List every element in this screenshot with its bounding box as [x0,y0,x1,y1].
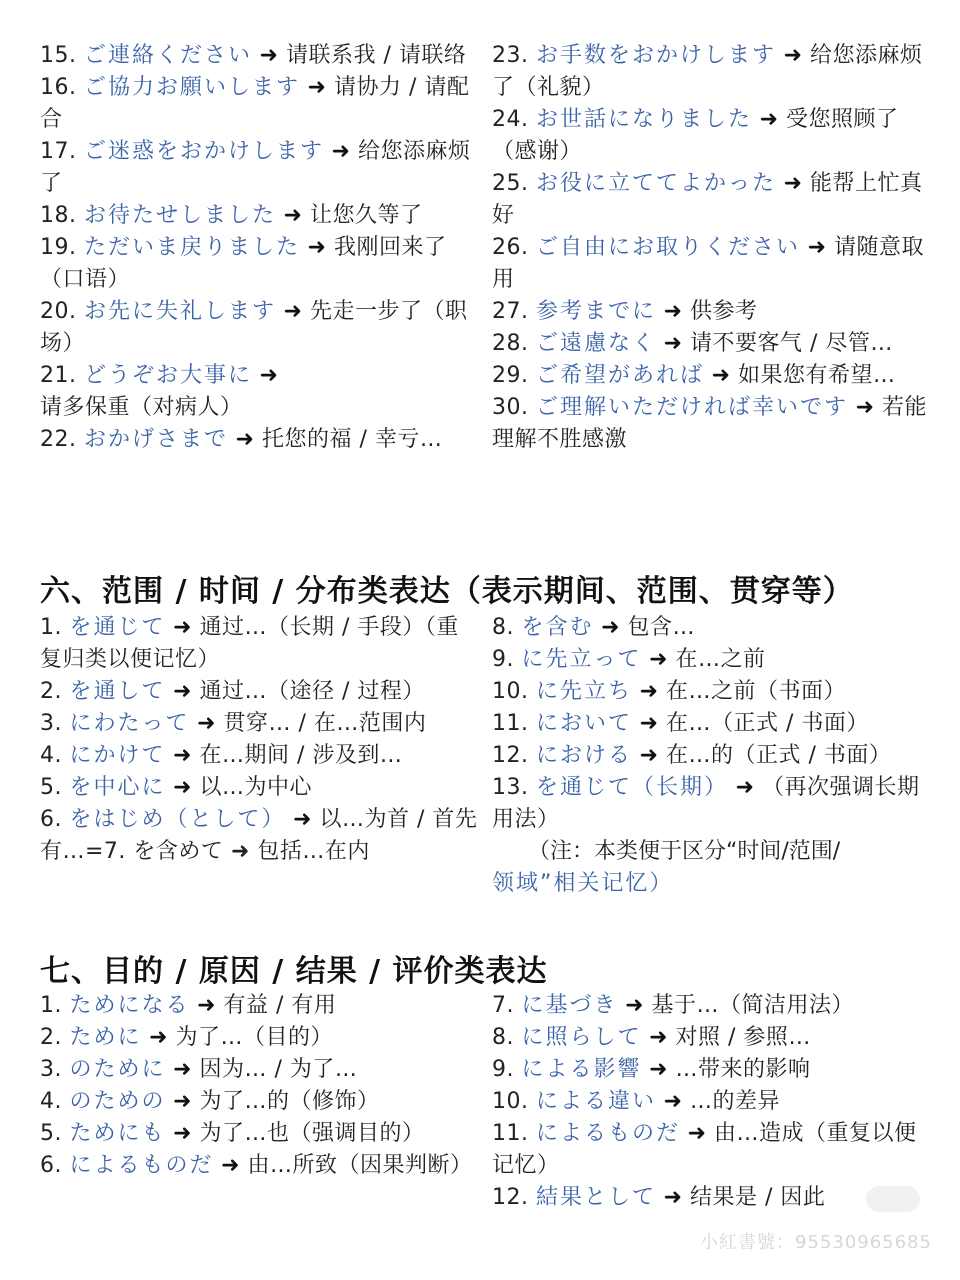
chinese-meaning: 受您照顾了（感谢） [492,107,899,164]
list-section7-right [492,990,930,1214]
japanese-phrase: ご遠慮なく [536,331,657,356]
arrow-icon: ➜ [197,711,216,736]
list-section6-left [40,612,478,868]
list-item: 19. ただいま戻りました ➜ 我刚回来了（口语） [40,235,447,292]
list-item: 6. によるものだ ➜ 由…所致（因果判断） [40,1153,473,1178]
chinese-meaning: 以…为首 / 首先有…=7. を含めて ➜ 包括…在内 [40,807,478,864]
japanese-phrase: をはじめ（として） [69,807,286,832]
chinese-meaning: 请多保重（对病人） [40,395,243,420]
chinese-meaning: 能帮上忙真好 [492,171,923,228]
list-item: 3. にわたって ➜ 贯穿… / 在…范围内 [40,711,427,736]
arrow-icon: ➜ [663,1089,683,1114]
chinese-meaning: 有益 / 有用 [223,993,337,1018]
arrow-icon: ➜ [235,427,255,452]
list-item: 20. お先に失礼します ➜ 先走一步了（职场） [40,299,468,356]
list-item: 18. お待たせしました ➜ 让您久等了 [40,203,423,228]
japanese-phrase: ご迷惑をおかけします [84,139,325,164]
arrow-icon: ➜ [649,1025,668,1050]
chinese-meaning: 基于…（简洁用法） [651,993,854,1018]
chinese-meaning: 请随意取用 [492,235,924,292]
chinese-meaning: 以…为中心 [199,775,312,800]
chinese-meaning: 为了…的（修饰） [199,1089,380,1114]
arrow-icon: ➜ [331,139,351,164]
chinese-meaning: 给您添麻烦了 [40,139,471,196]
list-item: 10. に先立ち ➜ 在…之前（书面） [492,679,846,704]
chinese-meaning: …带来的影响 [675,1057,811,1082]
list-item: 28. ご遠慮なく ➜ 请不要客气 / 尽管… [492,331,893,356]
japanese-phrase: にかけて [69,743,166,768]
list-item: 5. ためにも ➜ 为了…也（强调目的） [40,1121,425,1146]
arrow-icon: ➜ [601,615,620,640]
chinese-meaning: 在…期间 / 涉及到… [199,743,403,768]
japanese-phrase: における [536,743,633,768]
list-item: 17. ご迷惑をおかけします ➜ 给您添麻烦了 [40,139,471,196]
list-section7-left [40,990,478,1182]
japanese-phrase: に照らして [521,1025,642,1050]
japanese-phrase: を中心に [69,775,166,800]
japanese-phrase: を通じて（长期） [536,775,729,800]
japanese-phrase: のために [69,1057,166,1082]
list-item: 8. に照らして ➜ 对照 / 参照… [492,1025,811,1050]
list-item: 15. ご連絡ください ➜ 请联系我 / 请联络 [40,43,467,68]
list-item: 29. ご希望があれば ➜ 如果您有希望… [492,363,896,388]
chinese-meaning: 在…之前 [675,647,766,672]
watermark-text: 小紅書號：95530965685 [700,1232,932,1253]
japanese-phrase: において [536,711,633,736]
chinese-meaning: 通过…（途径 / 过程） [199,679,425,704]
arrow-icon: ➜ [173,775,192,800]
japanese-phrase: に先立って [521,647,642,672]
list-item: 22. おかげさまで ➜ 托您的福 / 幸亏… [40,427,443,452]
arrow-icon: ➜ [259,43,279,68]
list-item: 24. お世話になりました ➜ 受您照顾了（感谢） [492,107,899,164]
chinese-meaning: 结果是 / 因此 [689,1185,826,1210]
japanese-phrase: に先立ち [536,679,633,704]
japanese-phrase: ご連絡ください [84,43,253,68]
list-item: 7. に基づき ➜ 基于…（简洁用法） [492,993,854,1018]
chinese-meaning: 包含… [627,615,695,640]
list-item: 16. ご協力お願いします ➜ 请协力 / 请配合 [40,75,470,132]
list-item: 1. ためになる ➜ 有益 / 有用 [40,993,337,1018]
japanese-phrase: ためになる [69,993,190,1018]
japanese-phrase: どうぞお大事に [84,363,253,388]
arrow-icon: ➜ [759,107,779,132]
list-item: 11. において ➜ 在…（正式 / 书面） [492,711,869,736]
list-item: 21. どうぞお大事に ➜ 请多保重（对病人） [40,363,279,420]
japanese-phrase: によるものだ [69,1153,214,1178]
chinese-meaning: 在…的（正式 / 书面） [665,743,892,768]
list-item: 12. 結果として ➜ 结果是 / 因此 [492,1185,826,1210]
arrow-icon: ➜ [149,1025,168,1050]
list-item: 2. を通して ➜ 通过…（途径 / 过程） [40,679,425,704]
chinese-meaning: 贯穿… / 在…范围内 [223,711,427,736]
section7-title: 七、目的 / 原因 / 结果 / 评价类表达 [40,954,548,989]
japanese-phrase: 結果として [536,1185,657,1210]
chinese-meaning: 因为… / 为了… [199,1057,358,1082]
list-item: 5. を中心に ➜ 以…为中心 [40,775,312,800]
chinese-meaning: 对照 / 参照… [675,1025,811,1050]
arrow-icon: ➜ [649,1057,668,1082]
arrow-icon: ➜ [173,1121,192,1146]
arrow-icon: ➜ [307,75,327,100]
arrow-icon: ➜ [173,1057,192,1082]
japanese-phrase: ために [69,1025,142,1050]
list-item: 27. 参考までに ➜ 供参考 [492,299,758,324]
arrow-icon: ➜ [307,235,327,260]
japanese-phrase: にわたって [69,711,190,736]
section6-title: 六、范围 / 时间 / 分布类表达（表示期间、范围、贯穿等） [40,574,854,609]
chinese-meaning: 托您的福 / 幸亏… [261,427,443,452]
list-item: 6. をはじめ（として） ➜ 以…为首 / 首先有…=7. を含めて ➜ 包括…在内 [40,807,478,864]
arrow-icon: ➜ [639,743,659,768]
list-section6-right [492,612,930,900]
japanese-phrase: を通じて [69,615,166,640]
japanese-phrase: ためにも [69,1121,166,1146]
list-item: 3. のために ➜ 因为… / 为了… [40,1057,358,1082]
chinese-meaning: 通过…（长期 / 手段）（重复归类以便记忆） [40,615,459,672]
japanese-phrase: お手数をおかけします [536,43,777,68]
arrow-icon: ➜ [293,807,312,832]
japanese-phrase: お先に失礼します [84,299,277,324]
chinese-meaning: （再次强调长期用法） [492,775,920,832]
arrow-icon: ➜ [783,43,803,68]
list-item: 9. に先立って ➜ 在…之前 [492,647,766,672]
chinese-meaning: 请联系我 / 请联络 [285,43,467,68]
japanese-phrase: 参考までに [536,299,657,324]
list-item: 26. ご自由にお取りください ➜ 请随意取用 [492,235,924,292]
chinese-meaning: 先走一步了（职场） [40,299,468,356]
japanese-phrase: のための [69,1089,166,1114]
japanese-phrase: おかげさまで [84,427,229,452]
chinese-meaning: 让您久等了 [309,203,423,228]
chinese-meaning: 我刚回来了（口语） [40,235,447,292]
watermark-logo-icon [866,1186,920,1212]
chinese-meaning: 由…所致（因果判断） [247,1153,473,1178]
section6-note-cont: 领域”相关记忆） [492,871,674,896]
japanese-phrase: ご希望があれば [536,363,705,388]
arrow-icon: ➜ [711,363,731,388]
japanese-phrase: お待たせしました [84,203,277,228]
japanese-phrase: ご協力お願いします [84,75,301,100]
japanese-phrase: お世話になりました [536,107,753,132]
chinese-meaning: 为了…也（强调目的） [199,1121,425,1146]
japanese-phrase: を含む [521,615,594,640]
arrow-icon: ➜ [807,235,827,260]
chinese-meaning: 请不要客气 / 尽管… [689,331,893,356]
arrow-icon: ➜ [197,993,216,1018]
list-item: 9. による影響 ➜ …带来的影响 [492,1057,811,1082]
arrow-icon: ➜ [283,203,303,228]
japanese-phrase: に基づき [521,993,618,1018]
chinese-meaning: 由…造成（重复以便记忆） [492,1121,917,1178]
list-item: 12. における ➜ 在…的（正式 / 书面） [492,743,892,768]
arrow-icon: ➜ [173,679,192,704]
japanese-phrase: ご理解いただければ幸いです [536,395,849,420]
chinese-meaning: 在…之前（书面） [665,679,846,704]
arrow-icon: ➜ [855,395,875,420]
list-item: 11. によるものだ ➜ 由…造成（重复以便记忆） [492,1121,917,1178]
list-item: 1. を通じて ➜ 通过…（长期 / 手段）（重复归类以便记忆） [40,615,459,672]
chinese-meaning: 供参考 [689,299,758,324]
japanese-phrase: による違い [536,1089,657,1114]
arrow-icon: ➜ [173,1089,192,1114]
list-item: 4. のための ➜ 为了…的（修饰） [40,1089,380,1114]
chinese-meaning: …的差异 [689,1089,780,1114]
chinese-meaning: 给您添麻烦了（礼貌） [492,43,923,100]
chinese-meaning: 请协力 / 请配合 [40,75,470,132]
arrow-icon: ➜ [173,615,192,640]
arrow-icon: ➜ [649,647,668,672]
list-item: 30. ご理解いただければ幸いです ➜ 若能理解不胜感激 [492,395,927,452]
japanese-phrase: による影響 [521,1057,642,1082]
chinese-meaning: 若能理解不胜感激 [492,395,927,452]
chinese-meaning: 为了…（目的） [175,1025,333,1050]
arrow-icon: ➜ [687,1121,707,1146]
arrow-icon: ➜ [663,1185,683,1210]
japanese-phrase: ただいま戻りました [84,235,301,260]
list-item: 25. お役に立ててよかった ➜ 能帮上忙真好 [492,171,923,228]
arrow-icon: ➜ [283,299,303,324]
japanese-phrase: ご自由にお取りください [536,235,801,260]
arrow-icon: ➜ [783,171,803,196]
list-block1-left [40,40,478,456]
list-item: 23. お手数をおかけします ➜ 给您添麻烦了（礼貌） [492,43,923,100]
japanese-phrase: によるものだ [536,1121,681,1146]
chinese-meaning: 在…（正式 / 书面） [665,711,869,736]
list-item: 13. を通じて（长期） ➜ （再次强调长期用法） [492,775,920,832]
arrow-icon: ➜ [221,1153,240,1178]
list-block1-right [492,40,930,456]
arrow-icon: ➜ [639,679,659,704]
arrow-icon: ➜ [625,993,644,1018]
arrow-icon: ➜ [735,775,755,800]
japanese-phrase: を通して [69,679,166,704]
arrow-icon: ➜ [663,331,683,356]
list-item: 2. ために ➜ 为了…（目的） [40,1025,333,1050]
list-item: 4. にかけて ➜ 在…期间 / 涉及到… [40,743,403,768]
arrow-icon: ➜ [259,363,279,388]
list-item: 10. による違い ➜ …的差异 [492,1089,780,1114]
arrow-icon: ➜ [639,711,659,736]
list-item: 8. を含む ➜ 包含… [492,615,695,640]
arrow-icon: ➜ [173,743,192,768]
arrow-icon: ➜ [663,299,683,324]
chinese-meaning: 如果您有希望… [737,363,896,388]
section6-note: （注：本类便于区分“时间/范围/ [528,839,841,864]
japanese-phrase: お役に立ててよかった [536,171,777,196]
